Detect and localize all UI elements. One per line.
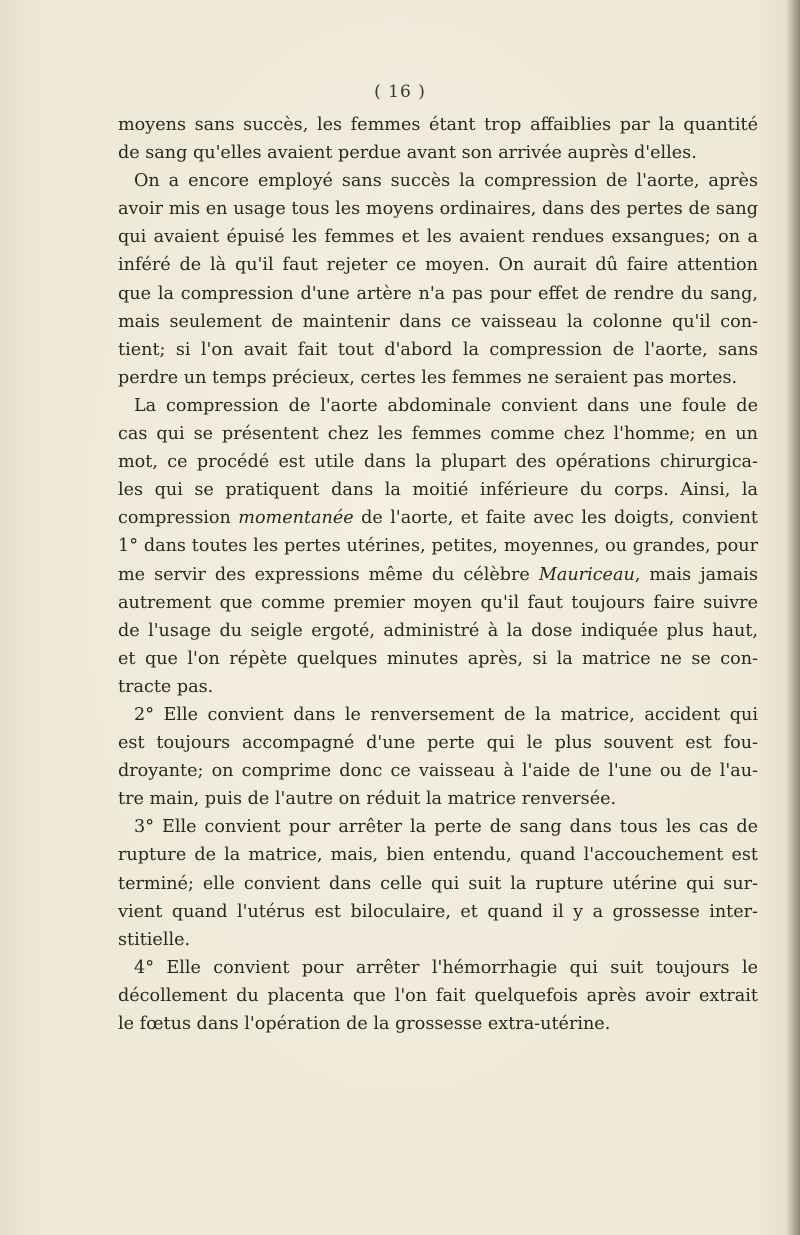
text-line: mais seulement de maintenir dans ce vaisseau la colonne qu'il con- — [118, 311, 758, 332]
text-line: me servir des expressions même du célèbre Mauriceau, mais jamais — [118, 564, 758, 585]
paragraph — [118, 813, 758, 953]
text-line: le fœtus dans l'opération de la grossesse extra-utérine. — [118, 1014, 611, 1034]
page-edge-shadow — [786, 0, 800, 1235]
text-line: de l'usage du seigle ergoté, administré à la dose indiquée plus haut, — [118, 620, 758, 641]
text-line: décollement du placenta que l'on fait quelquefois après avoir extrait — [118, 985, 758, 1006]
text-line: stitielle. — [118, 929, 191, 950]
text-line: est toujours accompagné d'une perte qui le plus souvent est fou- — [118, 733, 758, 754]
text-line: rupture de la matrice, mais, bien entendu, quand l'accouchement est — [118, 845, 758, 866]
text-line: tracte pas. — [118, 676, 214, 697]
body-text — [118, 111, 758, 1038]
text-line: tre main, puis de l'autre on réduit la matrice renversée. — [118, 789, 617, 810]
text-line: compression momentanée de l'aorte, et faite avec les doigts, convient — [118, 508, 758, 529]
text-line: perdre un temps précieux, certes les femmes ne seraient pas mortes. — [118, 367, 738, 388]
text-line: terminé; elle convient dans celle qui suit la rupture utérine qui sur- — [118, 873, 758, 894]
paragraph — [118, 392, 758, 701]
text-line: autrement que comme premier moyen qu'il faut toujours faire suivre — [118, 592, 758, 613]
paragraph — [118, 701, 758, 813]
paragraph — [118, 111, 758, 167]
text-line: 1° dans toutes les pertes utérines, petites, moyennes, ou grandes, pour — [118, 536, 758, 557]
text-line: tient; si l'on avait fait tout d'abord la compression de l'aorte, sans — [118, 339, 758, 360]
text-line: 2° Elle convient dans le renversement de la matrice, accident qui — [134, 704, 758, 725]
text-line: qui avaient épuisé les femmes et les avaient rendues exsangues; on a — [118, 227, 758, 248]
text-line: On a encore employé sans succès la compression de l'aorte, après — [134, 171, 758, 192]
text-line: cas qui se présentent chez les femmes comme chez l'homme; en un — [118, 424, 758, 445]
page-number: ( 16 ) — [374, 82, 426, 102]
text-line: de sang qu'elles avaient perdue avant son arrivée auprès d'elles. — [118, 143, 697, 164]
text-line: vient quand l'utérus est biloculaire, et quand il y a grossesse inter- — [118, 901, 758, 922]
text-line: et que l'on répète quelques minutes après, si la matrice ne se con- — [118, 648, 758, 669]
text-line: les qui se pratiquent dans la moitié inférieure du corps. Ainsi, la — [118, 480, 758, 501]
emphasized-word: momentanée — [238, 508, 354, 529]
emphasized-word: Mauriceau — [538, 564, 635, 585]
text-line: que la compression d'une artère n'a pas pour effet de rendre du sang, — [118, 283, 758, 304]
text-line: 3° Elle convient pour arrêter la perte de sang dans tous les cas de — [134, 817, 758, 838]
paragraph — [118, 954, 758, 1038]
text-line: moyens sans succès, les femmes étant trop affaiblies par la quantité — [118, 115, 758, 135]
text-line: mot, ce procédé est utile dans la plupart des opérations chirurgica- — [118, 452, 758, 473]
text-line: La compression de l'aorte abdominale convient dans une foule de — [134, 395, 758, 416]
text-line: avoir mis en usage tous les moyens ordinaires, dans des pertes de sang — [118, 199, 758, 220]
paragraph — [118, 167, 758, 392]
text-line: droyante; on comprime donc ce vaisseau à l'aide de l'une ou de l'au- — [118, 761, 758, 782]
text-line: inféré de là qu'il faut rejeter ce moyen. On aurait dû faire attention — [118, 255, 758, 276]
text-line: 4° Elle convient pour arrêter l'hémorrhagie qui suit toujours le — [134, 957, 758, 978]
